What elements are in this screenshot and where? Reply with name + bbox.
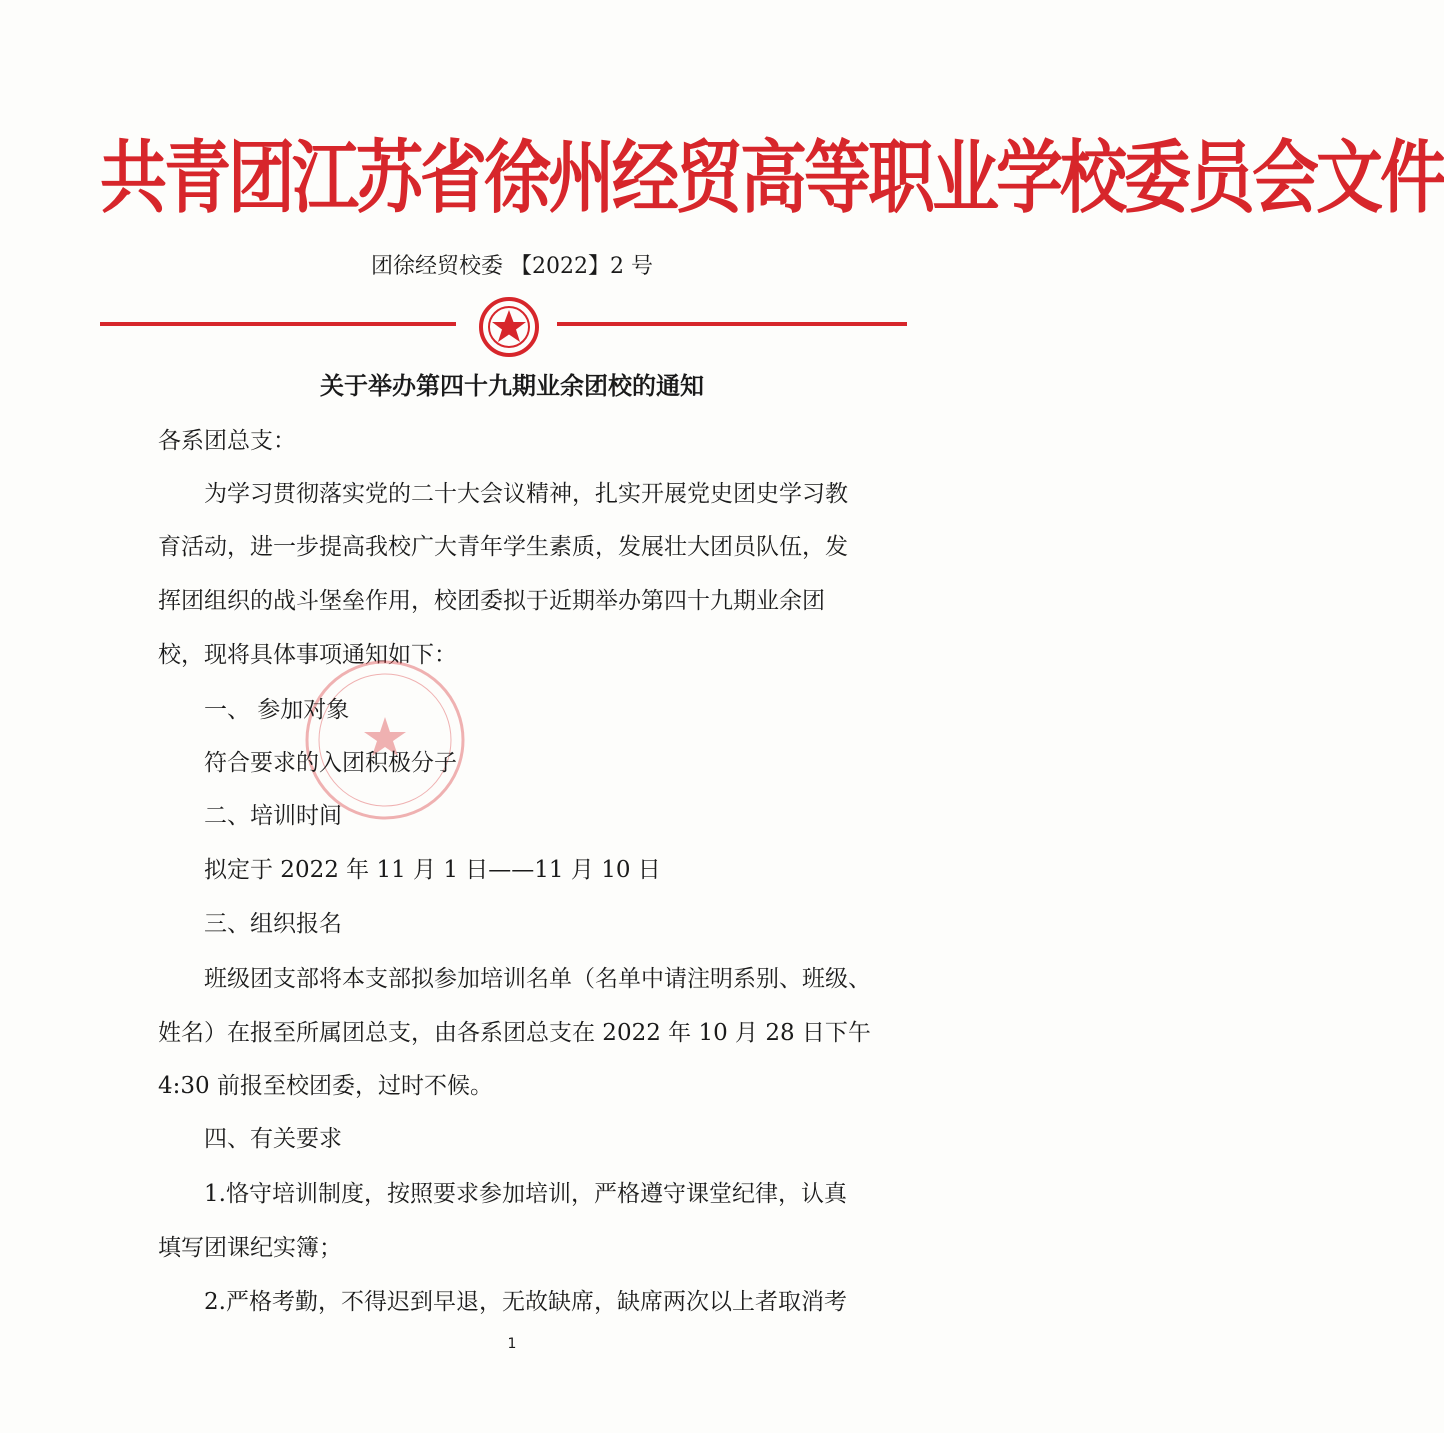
intro-line: 校，现将具体事项通知如下： bbox=[158, 642, 457, 668]
requirement-line: 2.严格考勤，不得迟到早退，无故缺席，缺席两次以上者取消考 bbox=[204, 1289, 847, 1315]
section-body-line: 班级团支部将本支部拟参加培训名单（名单中请注明系别、班级、 bbox=[204, 966, 871, 992]
document-number: 团徐经贸校委 【2022】2 号 bbox=[371, 254, 653, 279]
section-body-line: 4:30 前报至校团委，过时不候。 bbox=[158, 1073, 493, 1099]
section-body: 符合要求的入团积极分子 bbox=[204, 750, 457, 776]
section-body: 拟定于 2022 年 11 月 1 日——11 月 10 日 bbox=[204, 857, 661, 883]
section-heading: 二、培训时间 bbox=[204, 803, 342, 829]
red-rule-right bbox=[557, 322, 907, 326]
intro-line: 育活动，进一步提高我校广大青年学生素质，发展壮大团员队伍，发 bbox=[158, 534, 848, 560]
section-heading: 一、 参加对象 bbox=[204, 697, 350, 723]
red-rule-left bbox=[100, 322, 456, 326]
page-number: 1 bbox=[507, 1336, 517, 1352]
section-heading: 四、有关要求 bbox=[204, 1126, 342, 1152]
communist-youth-league-emblem-icon bbox=[478, 296, 540, 358]
document-masthead: 共青团江苏省徐州经贸高等职业学校委员会文件 bbox=[100, 131, 1444, 225]
requirement-line: 填写团课纪实簿； bbox=[158, 1235, 342, 1261]
section-heading: 三、组织报名 bbox=[204, 911, 342, 937]
requirement-line: 1.恪守培训制度，按照要求参加培训，严格遵守课堂纪律，认真 bbox=[204, 1181, 847, 1207]
intro-line: 挥团组织的战斗堡垒作用，校团委拟于近期举办第四十九期业余团 bbox=[158, 588, 825, 614]
salutation: 各系团总支： bbox=[158, 428, 296, 454]
intro-line: 为学习贯彻落实党的二十大会议精神，扎实开展党史团史学习教 bbox=[204, 481, 848, 507]
section-body-line: 姓名）在报至所属团总支，由各系团总支在 2022 年 10 月 28 日下午 bbox=[158, 1020, 871, 1046]
notice-title: 关于举办第四十九期业余团校的通知 bbox=[320, 372, 704, 400]
